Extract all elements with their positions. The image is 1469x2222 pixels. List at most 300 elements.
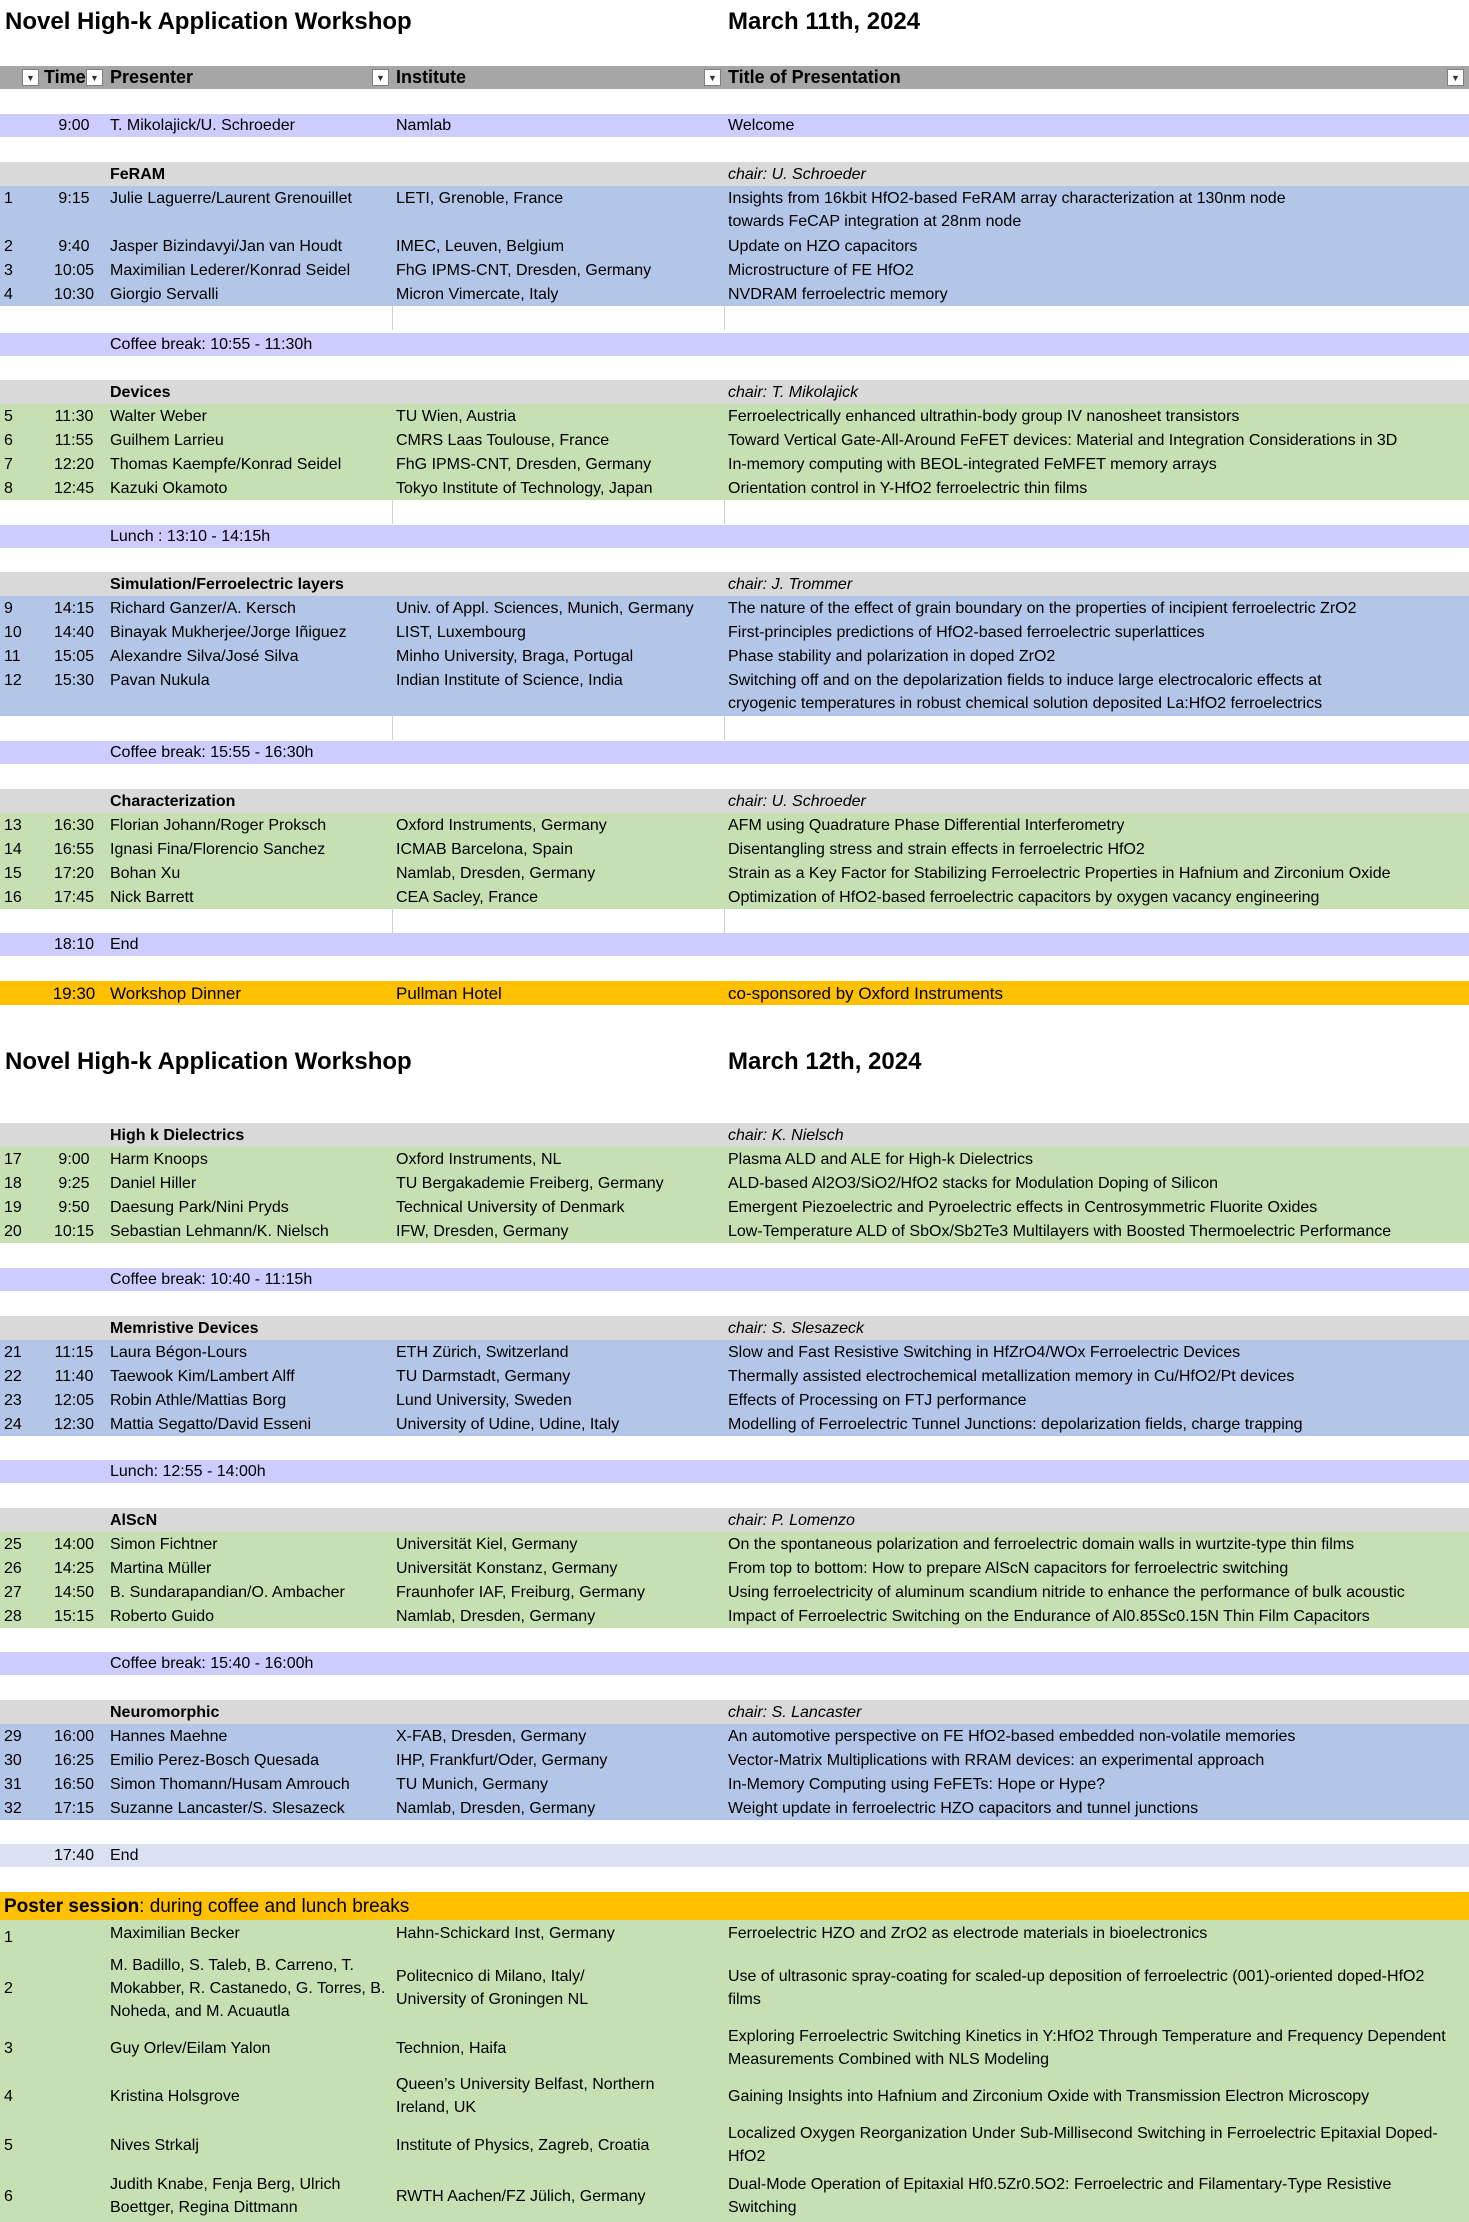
talk-time: 11:55: [54, 431, 94, 449]
title-line-2: towards FeCAP integration at 28nm node: [728, 213, 1022, 230]
session-name: High k Dielectrics: [110, 1126, 245, 1144]
session-time: 9:00: [58, 117, 90, 134]
talk-number: 22: [4, 1367, 22, 1385]
poster-session-note: : during coffee and lunch breaks: [139, 1895, 410, 1917]
presenter: Nives Strkalj: [110, 2136, 199, 2154]
poster-number: 1: [4, 1929, 13, 1946]
talk-row: [0, 1195, 1469, 1219]
poster-number: 5: [4, 2136, 13, 2154]
presenter: Nick Barrett: [110, 888, 194, 906]
title-line-1: Switching off and on the depolarization fields to induce large electrocaloric effects at: [728, 672, 1322, 689]
day2-title-row: [0, 1044, 1469, 1078]
institute: Namlab, Dresden, Germany: [396, 864, 596, 882]
presentation-title: AFM using Quadrature Phase Differential Interferometry: [728, 816, 1125, 834]
session-name: Characterization: [110, 792, 236, 810]
talk-time: 14:40: [53, 623, 95, 641]
talk-number: 23: [4, 1391, 22, 1409]
talk-time: 17:15: [53, 1799, 95, 1817]
presenter: Suzanne Lancaster/S. Slesazeck: [110, 1799, 345, 1817]
presentation-title: Exploring Ferroelectric Switching Kinetics in Y:HfO2 Through Temperature and Frequency Dependent Measurements Combined with NLS Modeling: [728, 2028, 1446, 2068]
session-chair: chair: S. Slesazeck: [728, 1319, 865, 1337]
institute: CMRS Laas Toulouse, France: [396, 431, 610, 449]
coffee-break-row: [0, 741, 1469, 764]
institute: Fraunhofer IAF, Freiburg, Germany: [396, 1583, 645, 1601]
end-time: 18:10: [53, 936, 95, 953]
talk-row: [0, 1532, 1469, 1556]
institute: Namlab, Dresden, Germany: [396, 1799, 596, 1817]
break-label: Lunch: 12:55 - 14:00h: [110, 1463, 266, 1480]
talk-row: [0, 282, 1469, 306]
talk-row: [0, 428, 1469, 452]
talk-row: [0, 186, 1469, 234]
talk-number: 28: [4, 1607, 22, 1625]
presentation-title: Weight update in ferroelectric HZO capacitors and tunnel junctions: [728, 1799, 1199, 1817]
presentation-title: Phase stability and polarization in doped ZrO2: [728, 647, 1056, 665]
talk-number: 15: [4, 864, 22, 882]
end-label: End: [110, 1847, 139, 1864]
welcome-row: [0, 114, 1469, 137]
dropdown-filter-icon[interactable]: ▼: [372, 69, 389, 86]
poster-number: 6: [4, 2187, 13, 2205]
talk-number: 11: [4, 647, 21, 665]
talk-row: [0, 404, 1469, 428]
talk-time: 9:00: [58, 1150, 90, 1168]
presenter: Harm Knoops: [110, 1150, 208, 1168]
presenter: Simon Thomann/Husam Amrouch: [110, 1775, 350, 1793]
presentation-title: Low-Temperature ALD of SbOx/Sb2Te3 Multilayers with Boosted Thermoelectric Performance: [728, 1222, 1392, 1240]
talk-time: 16:25: [53, 1751, 95, 1769]
talk-time: 15:30: [53, 672, 95, 689]
talk-time: 11:30: [54, 407, 94, 425]
poster-row: [0, 2024, 1469, 2072]
talk-row: [0, 1147, 1469, 1171]
talk-number: 17: [4, 1150, 22, 1168]
presentation-title: Localized Oxygen Reorganization Under Sub-Millisecond Switching in Ferroelectric Epitaxial Doped-HfO2: [728, 2125, 1438, 2165]
institute: TU Darmstadt, Germany: [396, 1367, 571, 1385]
break-label: Coffee break: 10:40 - 11:15h: [110, 1271, 313, 1288]
presentation-title: Strain as a Key Factor for Stabilizing Ferroelectric Properties in Hafnium and Zirconium Oxide: [728, 864, 1391, 882]
institute: Minho University, Braga, Portugal: [396, 647, 634, 665]
talk-number: 10: [4, 623, 22, 641]
talk-number: 24: [4, 1415, 22, 1433]
talk-row: [0, 861, 1469, 885]
header-institute: Institute: [396, 67, 466, 87]
presenter: Hannes Maehne: [110, 1727, 228, 1745]
talk-number: 16: [4, 888, 22, 906]
talk-time: 12:30: [53, 1415, 95, 1433]
session-name: Simulation/Ferroelectric layers: [110, 575, 344, 593]
talk-time: 11:15: [54, 1343, 94, 1361]
presentation-title: First-principles predictions of HfO2-based ferroelectric superlattices: [728, 623, 1205, 641]
talk-row: [0, 837, 1469, 861]
presenter: M. Badillo, S. Taleb, B. Carreno, T. Mokabber, R. Castanedo, G. Torres, B. Noheda, and M. Acuautla: [110, 1956, 386, 2020]
session-chair: chair: T. Mikolajick: [728, 383, 859, 401]
talk-number: 29: [4, 1727, 22, 1745]
presentation-title: Vector-Matrix Multiplications with RRAM devices: an experimental approach: [728, 1751, 1265, 1769]
talk-time: 9:15: [58, 190, 90, 207]
header-title: Title of Presentation: [728, 67, 901, 87]
session-name: Devices: [110, 383, 171, 401]
poster-number: 4: [4, 2087, 13, 2105]
presenter: Mattia Segatto/David Esseni: [110, 1415, 311, 1433]
session-chair: chair: J. Trommer: [728, 575, 853, 593]
institute: CEA Sacley, France: [396, 888, 538, 906]
institute: LIST, Luxembourg: [396, 623, 526, 641]
session-name: Neuromorphic: [110, 1703, 220, 1721]
session-header-characterization: [0, 789, 1469, 813]
break-label: Coffee break: 10:55 - 11:30h: [110, 336, 313, 353]
presentation-title: An automotive perspective on FE HfO2-based embedded non-volatile memories: [728, 1727, 1296, 1745]
talk-row: [0, 1724, 1469, 1748]
poster-session-label: [4, 1892, 1004, 1920]
talk-row: [0, 1580, 1469, 1604]
end-row: [0, 1844, 1469, 1867]
talk-number: 21: [4, 1343, 22, 1361]
institute: Tokyo Institute of Technology, Japan: [396, 479, 653, 497]
lunch-break-row: [0, 1460, 1469, 1483]
presentation-title: Gaining Insights into Hafnium and Zirconium Oxide with Transmission Electron Microscopy: [728, 2087, 1370, 2105]
day1-title-row: [0, 4, 1469, 38]
talk-number: 12: [4, 672, 22, 689]
talk-number: 31: [4, 1775, 22, 1793]
talk-time: 17:20: [53, 864, 95, 882]
session-header-simulation: [0, 572, 1469, 596]
dinner-note: co-sponsored by Oxford Instruments: [728, 983, 1003, 1003]
dinner-time: 19:30: [52, 983, 96, 1003]
institute: University of Udine, Udine, Italy: [396, 1415, 620, 1433]
presenter: Giorgio Servalli: [110, 285, 219, 303]
presenter: B. Sundarapandian/O. Ambacher: [110, 1583, 345, 1601]
presentation-title: Impact of Ferroelectric Switching on the Endurance of Al0.85Sc0.15N Thin Film Capacitors: [728, 1607, 1370, 1625]
institute: RWTH Aachen/FZ Jülich, Germany: [396, 2187, 646, 2205]
talk-time: 9:25: [58, 1174, 90, 1192]
talk-row: [0, 1604, 1469, 1628]
talk-number: 20: [4, 1222, 22, 1240]
presenter: Daesung Park/Nini Pryds: [110, 1198, 289, 1216]
title-line-2: cryogenic temperatures in robust chemical solution deposited La:HfO2 ferroelectrics: [728, 695, 1323, 712]
talk-row: [0, 644, 1469, 668]
talk-row: [0, 1340, 1469, 1364]
institute: IHP, Frankfurt/Oder, Germany: [396, 1751, 608, 1769]
presenter: Daniel Hiller: [110, 1174, 197, 1192]
talk-number: 30: [4, 1751, 22, 1769]
talk-time: 14:00: [53, 1535, 95, 1553]
institute: Technical University of Denmark: [396, 1198, 625, 1216]
talk-row: [0, 596, 1469, 620]
talk-number: 13: [4, 816, 22, 834]
header-presenter: Presenter: [110, 67, 194, 87]
talk-row: [0, 1171, 1469, 1195]
presentation-title: Use of ultrasonic spray-coating for scaled-up deposition of ferroelectric (001)-oriented doped-HfO2 films: [728, 1968, 1425, 2008]
talk-number: 27: [4, 1583, 22, 1601]
institute: LETI, Grenoble, France: [396, 190, 564, 207]
break-label: Coffee break: 15:55 - 16:30h: [110, 744, 314, 761]
talk-number: 7: [4, 455, 13, 473]
talk-number: 5: [4, 407, 13, 425]
presentation-title: Microstructure of FE HfO2: [728, 261, 914, 279]
talk-number: 19: [4, 1198, 22, 1216]
talk-time: 14:25: [53, 1559, 95, 1577]
blank-row: [0, 500, 1469, 524]
presenter: Guy Orlev/Eilam Yalon: [110, 2039, 271, 2057]
presenter: Julie Laguerre/Laurent Grenouillet: [110, 190, 352, 207]
talk-row: [0, 1219, 1469, 1243]
presenter: Judith Knabe, Fenja Berg, Ulrich Boettger, Regina Dittmann: [110, 2176, 341, 2216]
presentation-title: The nature of the effect of grain boundary on the properties of incipient ferroelectric ZrO2: [728, 599, 1357, 617]
institute: Lund University, Sweden: [396, 1391, 572, 1409]
presentation-title: Effects of Processing on FTJ performance: [728, 1391, 1027, 1409]
presentation-title: Thermally assisted electrochemical metallization memory in Cu/HfO2/Pt devices: [728, 1367, 1295, 1385]
presentation-title: In-Memory Computing using FeFETs: Hope or Hype?: [728, 1775, 1106, 1793]
talk-time: 12:20: [53, 455, 95, 473]
talk-row: [0, 1388, 1469, 1412]
institute: Universität Kiel, Germany: [396, 1535, 578, 1553]
institute: ICMAB Barcelona, Spain: [396, 840, 573, 858]
presenter: Emilio Perez-Bosch Quesada: [110, 1751, 319, 1769]
talk-row: [0, 1364, 1469, 1388]
talk-time: 15:05: [53, 647, 95, 665]
dropdown-filter-icon[interactable]: ▼: [704, 69, 721, 86]
institute: IMEC, Leuven, Belgium: [396, 237, 565, 255]
day1-date: March 11th, 2024: [728, 7, 921, 35]
institute: Institute of Physics, Zagreb, Croatia: [396, 2136, 650, 2154]
header-time: Time: [44, 67, 86, 87]
poster-number: 2: [4, 1979, 13, 1997]
talk-row: [0, 1412, 1469, 1436]
dropdown-filter-icon[interactable]: ▼: [1447, 69, 1464, 86]
presentation-title: ALD-based Al2O3/SiO2/HfO2 stacks for Modulation Doping of Silicon: [728, 1174, 1219, 1192]
poster-row: [0, 1920, 1469, 1952]
presentation-title: Toward Vertical Gate-All-Around FeFET devices: Material and Integration Considerations in 3D: [728, 431, 1398, 449]
talk-number: 8: [4, 479, 13, 497]
presentation-title: [724, 668, 1469, 716]
poster-number: 3: [4, 2039, 13, 2057]
talk-row: [0, 476, 1469, 500]
coffee-break-row: [0, 333, 1469, 356]
presenter: Jasper Bizindavyi/Jan van Houdt: [110, 237, 343, 255]
presentation-title: Modelling of Ferroelectric Tunnel Junctions: depolarization fields, charge trapping: [728, 1415, 1303, 1433]
blank-row: [0, 306, 1469, 330]
talk-time: 10:15: [53, 1222, 95, 1240]
institute: FhG IPMS-CNT, Dresden, Germany: [396, 455, 652, 473]
presenter: Maximilian Becker: [110, 1925, 240, 1942]
talk-row: [0, 1796, 1469, 1820]
presenter: Roberto Guido: [110, 1607, 215, 1625]
talk-row: [0, 813, 1469, 837]
institute: Oxford Instruments, Germany: [396, 816, 607, 834]
title-line-1: Insights from 16kbit HfO2-based FeRAM array characterization at 130nm node: [728, 190, 1286, 207]
presenter: Simon Fichtner: [110, 1535, 218, 1553]
end-row: [0, 933, 1469, 956]
poster-row: [0, 2072, 1469, 2120]
talk-time: 15:15: [53, 1607, 95, 1625]
talk-row: [0, 620, 1469, 644]
poster-row: [0, 1952, 1469, 2024]
dinner-row: [0, 981, 1469, 1005]
column-header-row: [0, 66, 1469, 89]
presentation-title: Dual-Mode Operation of Epitaxial Hf0.5Zr0.5O2: Ferroelectric and Filamentary-Type Resistive Switching: [728, 2176, 1392, 2216]
institute: Politecnico di Milano, Italy/ University of Groningen NL: [396, 1968, 589, 2008]
presentation-title: From top to bottom: How to prepare AlScN capacitors for ferroelectric switching: [728, 1559, 1289, 1577]
poster-session-header: [0, 1892, 1469, 1920]
presentation-title: In-memory computing with BEOL-integrated FeMFET memory arrays: [728, 455, 1217, 473]
session-chair: chair: U. Schroeder: [728, 792, 866, 810]
talk-time: 9:40: [58, 237, 90, 255]
talk-row: [0, 668, 1469, 716]
institute: ETH Zürich, Switzerland: [396, 1343, 569, 1361]
end-time: 17:40: [53, 1847, 95, 1864]
presentation-title: Update on HZO capacitors: [728, 237, 918, 255]
institute: Namlab, Dresden, Germany: [396, 1607, 596, 1625]
session-header-feram: [0, 162, 1469, 186]
institute: FhG IPMS-CNT, Dresden, Germany: [396, 261, 652, 279]
talk-time: 12:05: [53, 1391, 95, 1409]
coffee-break-row: [0, 1652, 1469, 1675]
session-header-highk: [0, 1123, 1469, 1147]
talk-row: [0, 1748, 1469, 1772]
presenter: Sebastian Lehmann/K. Nielsch: [110, 1222, 329, 1240]
talk-number: 2: [4, 237, 13, 255]
session-header-alscn: [0, 1508, 1469, 1532]
presenter: Martina Müller: [110, 1559, 212, 1577]
institute: Hahn-Schickard Inst, Germany: [396, 1925, 615, 1942]
presenter: Binayak Mukherjee/Jorge Iñiguez: [110, 623, 347, 641]
presenter: Florian Johann/Roger Proksch: [110, 816, 327, 834]
presenter: Guilhem Larrieu: [110, 431, 224, 449]
institute: Queen’s University Belfast, Northern Ireland, UK: [396, 2076, 655, 2116]
talk-time: 11:40: [54, 1367, 94, 1385]
talk-time: 14:15: [53, 599, 95, 617]
talk-number: 4: [4, 285, 13, 303]
talk-time: 9:50: [58, 1198, 90, 1216]
institute: Oxford Instruments, NL: [396, 1150, 562, 1168]
day1-title: Novel High-k Application Workshop: [5, 7, 412, 35]
presentation-title: Disentangling stress and strain effects in ferroelectric HfO2: [728, 840, 1145, 858]
talk-row: [0, 1772, 1469, 1796]
presentation-title: NVDRAM ferroelectric memory: [728, 285, 948, 303]
dropdown-filter-icon[interactable]: ▼: [86, 69, 103, 86]
talk-row: [0, 452, 1469, 476]
presentation-title: Orientation control in Y-HfO2 ferroelectric thin films: [728, 479, 1088, 497]
poster-session-title: Poster session: [4, 1895, 140, 1917]
end-label: End: [110, 936, 139, 953]
presenter: Kazuki Okamoto: [110, 479, 228, 497]
talk-row: [0, 885, 1469, 909]
talk-row: [0, 1556, 1469, 1580]
presenter: Maximilian Lederer/Konrad Seidel: [110, 261, 351, 279]
institute: TU Bergakademie Freiberg, Germany: [396, 1174, 664, 1192]
presenter: Richard Ganzer/A. Kersch: [110, 599, 296, 617]
session-header-memristive: [0, 1316, 1469, 1340]
talk-time: 16:30: [53, 816, 95, 834]
coffee-break-row: [0, 1268, 1469, 1291]
presentation-title: Welcome: [728, 117, 795, 134]
talk-time: 14:50: [53, 1583, 95, 1601]
talk-number: 32: [4, 1799, 22, 1817]
break-label: Coffee break: 15:40 - 16:00h: [110, 1655, 314, 1672]
presenter: Ignasi Fina/Florencio Sanchez: [110, 840, 326, 858]
institute: Technion, Haifa: [396, 2039, 507, 2057]
institute: TU Wien, Austria: [396, 407, 517, 425]
dropdown-filter-icon[interactable]: ▼: [22, 69, 39, 86]
presentation-title: Plasma ALD and ALE for High-k Dielectrics: [728, 1150, 1034, 1168]
institute: Indian Institute of Science, India: [396, 672, 623, 689]
institute: Micron Vimercate, Italy: [396, 285, 559, 303]
break-label: Lunch : 13:10 - 14:15h: [110, 528, 271, 545]
presenter: Taewook Kim/Lambert Alff: [110, 1367, 295, 1385]
presentation-title: Ferroelectrically enhanced ultrathin-body group IV nanosheet transistors: [728, 407, 1240, 425]
lunch-break-row: [0, 525, 1469, 548]
institute: Universität Konstanz, Germany: [396, 1559, 618, 1577]
session-chair: chair: S. Lancaster: [728, 1703, 862, 1721]
poster-row: [0, 2120, 1469, 2170]
presentation-title: Slow and Fast Resistive Switching in HfZrO4/WOx Ferroelectric Devices: [728, 1343, 1241, 1361]
presentation-title: Emergent Piezoelectric and Pyroelectric effects in Centrosymmetric Fluorite Oxides: [728, 1198, 1318, 1216]
presenter: Laura Bégon-Lours: [110, 1343, 247, 1361]
talk-time: 10:30: [53, 285, 95, 303]
blank-row: [0, 716, 1469, 740]
presenter: T. Mikolajick/U. Schroeder: [110, 117, 295, 134]
day2-date: March 12th, 2024: [728, 1047, 922, 1075]
institute: TU Munich, Germany: [396, 1775, 549, 1793]
presenter: Thomas Kaempfe/Konrad Seidel: [110, 455, 342, 473]
talk-time: 12:45: [53, 479, 95, 497]
talk-number: 18: [4, 1174, 22, 1192]
blank-row: [0, 909, 1469, 933]
presentation-title: [724, 186, 1469, 234]
talk-time: 16:55: [53, 840, 95, 858]
talk-row: [0, 258, 1469, 282]
talk-number: 25: [4, 1535, 22, 1553]
talk-time: 16:00: [53, 1727, 95, 1745]
session-header-devices: [0, 380, 1469, 404]
poster-row: [0, 2170, 1469, 2222]
presentation-title: On the spontaneous polarization and ferroelectric domain walls in wurtzite-type thin films: [728, 1535, 1355, 1553]
presentation-title: Optimization of HfO2-based ferroelectric capacitors by oxygen vacancy engineering: [728, 888, 1320, 906]
session-name: Memristive Devices: [110, 1319, 259, 1337]
day2-title: Novel High-k Application Workshop: [5, 1047, 412, 1075]
talk-time: 10:05: [53, 261, 95, 279]
dinner-label: Workshop Dinner: [110, 983, 242, 1003]
talk-number: 14: [4, 840, 22, 858]
institute: IFW, Dresden, Germany: [396, 1222, 569, 1240]
talk-number: 1: [4, 190, 13, 207]
presenter: Alexandre Silva/José Silva: [110, 647, 299, 665]
talk-number: 26: [4, 1559, 22, 1577]
presenter: Robin Athle/Mattias Borg: [110, 1391, 287, 1409]
session-chair: chair: K. Nielsch: [728, 1126, 844, 1144]
talk-number: 6: [4, 431, 13, 449]
presenter: Pavan Nukula: [110, 672, 210, 689]
session-name: FeRAM: [110, 165, 166, 183]
presenter: Walter Weber: [110, 407, 207, 425]
institute: Namlab: [396, 117, 452, 134]
session-chair: chair: U. Schroeder: [728, 165, 866, 183]
presentation-title: Ferroelectric HZO and ZrO2 as electrode materials in bioelectronics: [728, 1925, 1208, 1942]
institute: Univ. of Appl. Sciences, Munich, Germany: [396, 599, 694, 617]
presentation-title: Using ferroelectricity of aluminum scandium nitride to enhance the performance of bulk acoustic: [728, 1583, 1405, 1601]
session-name: AlScN: [110, 1511, 158, 1529]
talk-number: 9: [4, 599, 13, 617]
talk-time: 17:45: [53, 888, 95, 906]
talk-row: [0, 234, 1469, 258]
talk-time: 16:50: [53, 1775, 95, 1793]
dinner-place: Pullman Hotel: [396, 983, 502, 1003]
institute: X-FAB, Dresden, Germany: [396, 1727, 587, 1745]
presenter: Bohan Xu: [110, 864, 181, 882]
talk-number: 3: [4, 261, 13, 279]
session-header-neuromorphic: [0, 1700, 1469, 1724]
